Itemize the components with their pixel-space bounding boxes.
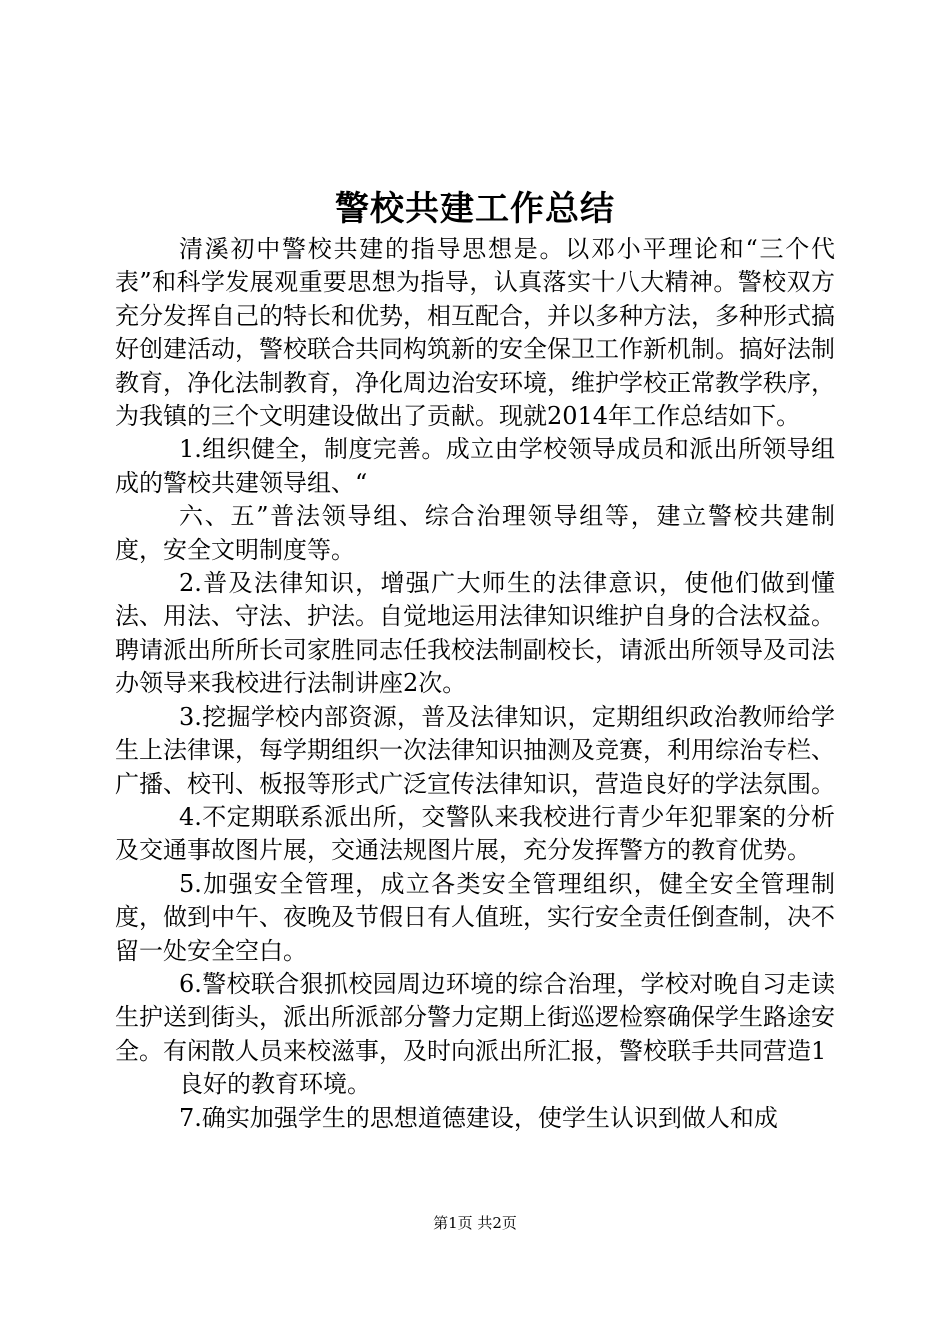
paragraph-intro: 清溪初中警校共建的指导思想是。以邓小平理论和“三个代表”和科学发展观重要思想为指导，认真落实十八大精神。警校双方充分发挥自己的特长和优势，相互配合，并以多种方法，多种形式搞好创建活动，警校联合共同构筑新的安全保卫工作新机制。搞好法制教育，净化法制教育，净化周边治安环境，维护学校正常教学秩序，为我镇的三个文明建设做出了贡献。现就2014年工作总结如下。 [115, 235, 835, 431]
paragraph-item-3: 3.挖掘学校内部资源，普及法律知识，定期组织政治教师给学生上法律课，每学期组织一次法律知识抽测及竞赛，利用综治专栏、广播、校刊、板报等形式广泛宣传法律知识，营造良好的学法氛围。 [115, 702, 835, 798]
paragraph-item-6-continued: 良好的教育环境。 [179, 1070, 371, 1099]
paragraph-item-6: 6.警校联合狠抓校园周边环境的综合治理，学校对晚自习走读生护送到街头，派出所派部分警力定期上街巡逻检察确保学生路途安全。有闲散人员来校滋事，及时向派出所汇报，警校联手共同营造1 [115, 969, 835, 1065]
paragraph-item-1: 1.组织健全，制度完善。成立由学校领导成员和派出所领导组成的警校共建领导组、“ [115, 435, 835, 497]
page-footer: 第1页 共2页 [433, 1214, 517, 1232]
paragraph-item-1-continued: 六、五”普法领导组、综合治理领导组等，建立警校共建制度，安全文明制度等。 [115, 502, 835, 564]
document-body [115, 233, 835, 1135]
paragraph-item-7: 7.确实加强学生的思想道德建设，使学生认识到做人和成 [179, 1103, 778, 1132]
paragraph-item-5: 5.加强安全管理，成立各类安全管理组织，健全安全管理制度，做到中午、夜晚及节假日有人值班，实行安全责任倒查制，决不留一处安全空白。 [115, 869, 835, 965]
paragraph-item-2: 2.普及法律知识，增强广大师生的法律意识，使他们做到懂法、用法、守法、护法。自觉地运用法律知识维护自身的合法权益。聘请派出所所长司家胜同志任我校法制副校长，请派出所领导及司法办领导来我校进行法制讲座2次。 [115, 569, 835, 698]
document-title: 警校共建工作总结 [335, 189, 615, 229]
paragraph-item-4: 4.不定期联系派出所，交警队来我校进行青少年犯罪案的分析及交通事故图片展，交通法规图片展，充分发挥警方的教育优势。 [115, 802, 835, 865]
